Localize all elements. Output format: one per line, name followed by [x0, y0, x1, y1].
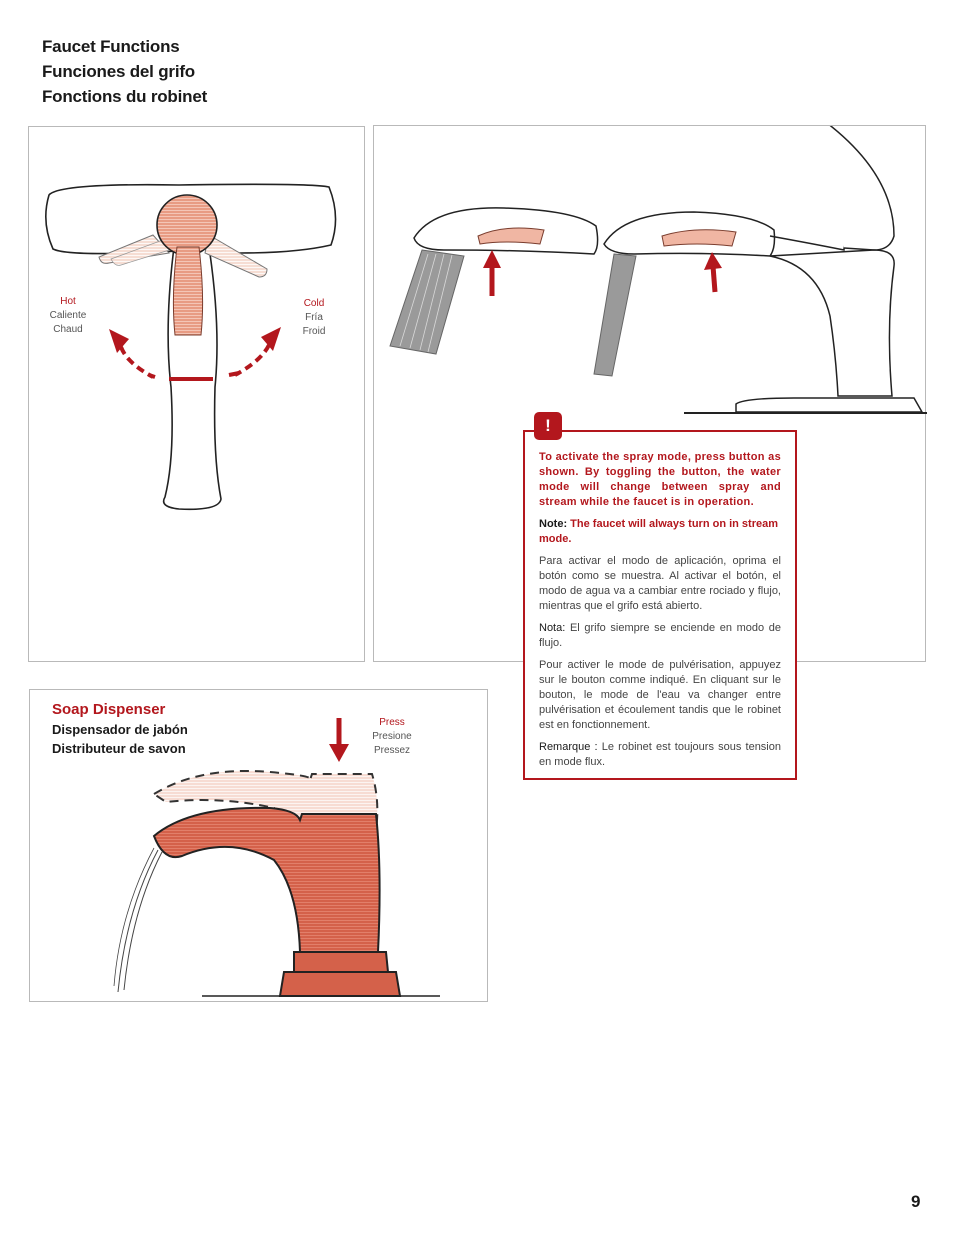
hot-label-es: Caliente: [49, 310, 87, 321]
soap-title-en: Soap Dispenser: [52, 701, 166, 718]
cold-label-en: Cold: [303, 298, 325, 309]
cold-label: [287, 297, 341, 339]
spray-mode-note: [523, 430, 797, 780]
page-number: 9: [911, 1192, 921, 1211]
note-body-fr: Le robinet est toujours sous tension en mode flux.: [539, 741, 781, 768]
press-label-en: Press: [379, 717, 405, 728]
hot-label-en: Hot: [60, 296, 76, 307]
note-line-fr: [539, 740, 781, 770]
press-label-fr: Pressez: [373, 745, 411, 756]
hot-label: [41, 295, 95, 337]
title-es: Funciones del grifo: [42, 62, 195, 81]
warning-icon: !: [534, 412, 562, 440]
cold-label-es: Fría: [305, 312, 323, 323]
note-body-en: The faucet will always turn on in stream mode.: [539, 518, 779, 545]
soap-title-es: Dispensador de jabón: [52, 722, 188, 737]
title-fr: Fonctions du robinet: [42, 87, 208, 106]
title-en: Faucet Functions: [42, 37, 180, 56]
press-label-es: Presione: [372, 731, 412, 742]
handle-rotation-panel: [28, 126, 365, 662]
hot-label-fr: Chaud: [53, 324, 83, 335]
note-line-en: [539, 517, 781, 547]
note-text-fr: Pour activer le mode de pulvérisation, appuyez sur le bouton comme indiqué. En cliquant sur le bouton, le mode de l'eau va changer entre pulvérisation et écoulement tandis que le robinet est en fonctionnement.: [539, 659, 781, 731]
note-label-fr: Remarque :: [539, 741, 598, 753]
soap-dispenser-panel: [29, 689, 488, 1002]
note-label-es: Nota:: [539, 622, 566, 634]
note-label-en: Note:: [539, 518, 568, 530]
note-text-es: Para activar el modo de aplicación, oprima el botón como se muestra. Al activar el botón, el modo de agua va a cambiar entre rociado y flujo, mientras que el grifo está abierto.: [539, 555, 781, 612]
note-body-es: El grifo siempre se enciende en modo de flujo.: [539, 622, 782, 649]
note-line-es: [539, 621, 781, 651]
soap-title-fr: Distributeur de savon: [52, 741, 186, 756]
page-title: [42, 34, 207, 109]
soap-dispenser-illustration: [30, 690, 489, 1003]
cold-label-fr: Froid: [302, 326, 326, 337]
note-text-en: To activate the spray mode, press button as shown. By toggling the button, the water mode will change between spray and stream while the faucet is in operation.: [539, 451, 781, 508]
faucet-handle-illustration: [29, 127, 366, 663]
